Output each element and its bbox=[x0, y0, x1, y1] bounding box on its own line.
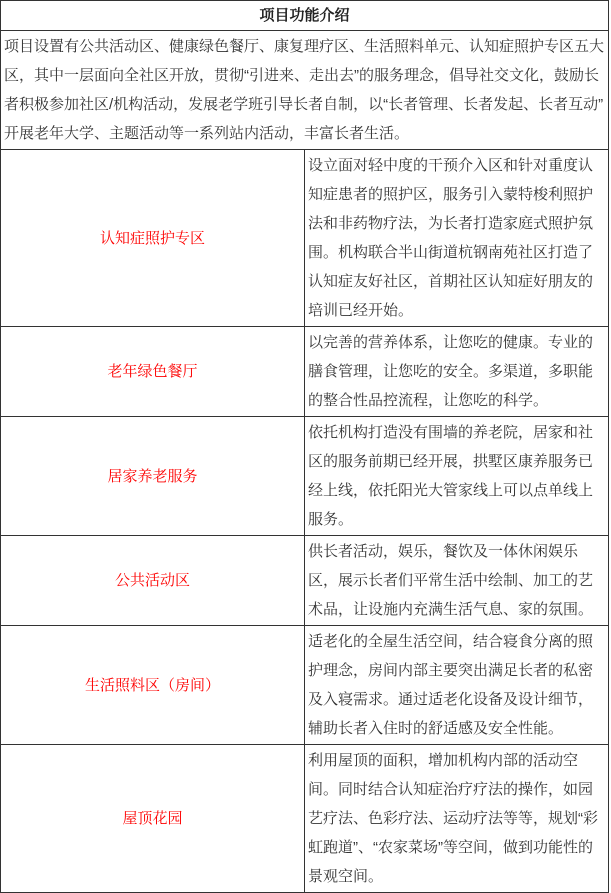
row-description: 设立面对轻中度的干预介入区和针对重度认知症患者的照护区，服务引入蒙特梭利照护法和非药物疗法，为长者打造家庭式照护氛围。机构联合半山街道杭钢南苑社区打造了认知症友好社区，首期社区认知症好朋友的培训已经开始。 bbox=[305, 150, 609, 327]
row-description: 以完善的营养体系，让您吃的健康。专业的膳食管理，让您吃的安全。多渠道，多职能的整合性品控流程，让您吃的科学。 bbox=[305, 327, 609, 417]
table-row bbox=[1, 626, 609, 745]
row-description: 适老化的全屋生活空间，结合寝食分离的照护理念，房间内部主要突出满足长者的私密及入寝需求。通过适老化设备及设计细节，辅助长者入住时的舒适感及安全性能。 bbox=[305, 626, 609, 745]
row-description: 利用屋顶的面积，增加机构内部的活动空间。同时结合认知症治疗疗法的操作，如园艺疗法、色彩疗法、运动疗法等等，规划“彩虹跑道”、“农家菜场”等空间，做到功能性的景观空间。 bbox=[305, 745, 609, 893]
row-description: 供长者活动，娱乐，餐饮及一体休闲娱乐区，展示长者们平常生活中绘制、加工的艺术品，让设施内充满生活气息、家的氛围。 bbox=[305, 536, 609, 626]
table-header bbox=[1, 1, 609, 31]
row-label: 生活照料区（房间） bbox=[1, 626, 305, 745]
row-description: 依托机构打造没有围墙的养老院，居家和社区的服务前期已经开展，拱墅区康养服务已经上线，依托阳光大管家线上可以点单线上服务。 bbox=[305, 417, 609, 536]
row-label: 老年绿色餐厅 bbox=[1, 327, 305, 417]
intro-paragraph: 项目设置有公共活动区、健康绿色餐厅、康复理疗区、生活照料单元、认知症照护专区五大区，其中一层面向全社区开放，贯彻“引进来、走出去”的服务理念，倡导社交文化，鼓励长者积极参加社区/机构活动，发展老学班引导长者自制，以“长者管理、长者发起、长者互动”开展老年大学、主题活动等一系列站内活动，丰富长者生活。 bbox=[1, 31, 609, 150]
table-row bbox=[1, 150, 609, 327]
table-title-row bbox=[1, 1, 609, 31]
table-row bbox=[1, 417, 609, 536]
table-row bbox=[1, 536, 609, 626]
row-label: 居家养老服务 bbox=[1, 417, 305, 536]
intro-row bbox=[1, 31, 609, 150]
table-title: 项目功能介绍 bbox=[1, 1, 609, 31]
feature-rows bbox=[1, 150, 609, 893]
table-row bbox=[1, 745, 609, 893]
row-label: 认知症照护专区 bbox=[1, 150, 305, 327]
row-label: 屋顶花园 bbox=[1, 745, 305, 893]
table-row bbox=[1, 327, 609, 417]
row-label: 公共活动区 bbox=[1, 536, 305, 626]
